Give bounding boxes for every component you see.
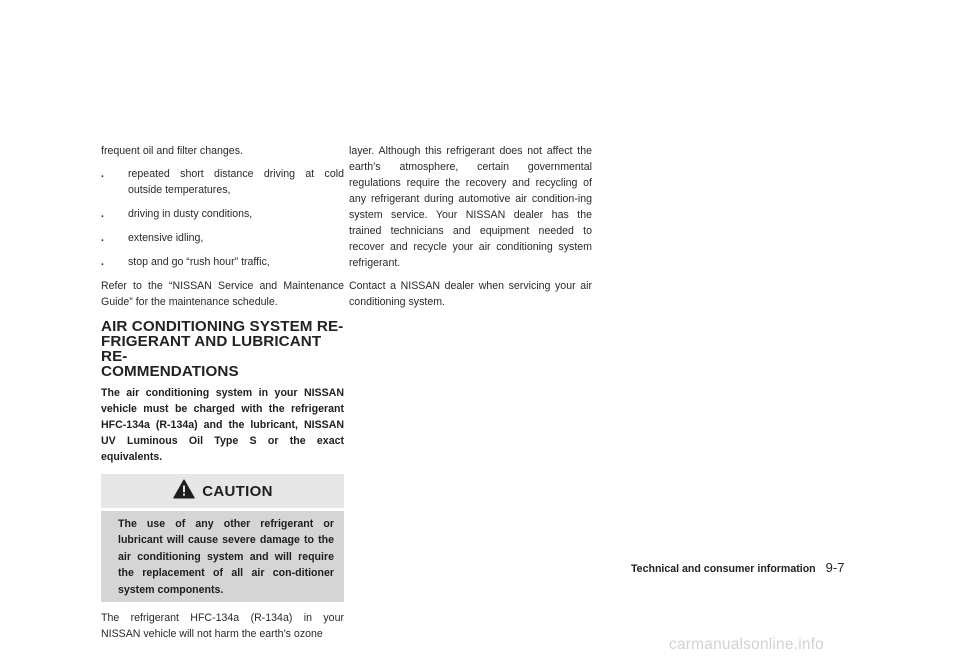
bullet-mark: .: [101, 168, 104, 180]
list-item: [101, 254, 344, 270]
list-item: [101, 230, 344, 246]
footer-section-title: Technical and consumer information: [631, 563, 816, 575]
section-title: [101, 319, 344, 379]
ozone-paragraph: layer. Although this refrigerant does not affect the earth’s atmosphere, certain governmental regulations require the recovery and recycling of any refrigerant during automotive air condition-ing system service. Your NISSAN dealer has the trained technicians and equipment needed to recover and recycle your air conditioning system refrigerant.: [349, 145, 592, 269]
refrigerant-requirement-text: The air conditioning system in your NISSAN vehicle must be charged with the refrigerant HFC-134a (R-134a) and the lubricant, NISSAN UV Luminous Oil Type S or the exact equivalents.: [101, 387, 344, 463]
contact-dealer-paragraph: Contact a NISSAN dealer when servicing your air conditioning system.: [349, 280, 592, 308]
caution-body: The use of any other refrigerant or lubricant will cause severe damage to the air conditioning system and will require the replacement of all air con-ditioner system components.: [101, 511, 344, 602]
intro-text: frequent oil and filter changes.: [101, 145, 243, 157]
section-title-line: AIR CONDITIONING SYSTEM RE-: [101, 318, 344, 335]
caution-box: [101, 474, 344, 602]
refer-text: Refer to the “NISSAN Service and Maintenance Guide” for the maintenance schedule.: [101, 280, 344, 308]
bullet-list: [101, 166, 344, 270]
list-item: [101, 206, 344, 222]
bullet-text: stop and go “rush hour” traffic,: [128, 256, 270, 268]
page-footer: [631, 560, 844, 575]
list-item: [101, 166, 344, 198]
bullet-mark: .: [101, 232, 104, 244]
watermark: carmanualsonline.info: [669, 636, 824, 653]
section-title-line: FRIGERANT AND LUBRICANT RE-: [101, 333, 322, 365]
page-number: 9-7: [825, 560, 845, 575]
right-column: [349, 143, 592, 317]
bullet-mark: .: [101, 256, 104, 268]
caution-header: [101, 474, 344, 508]
caution-title: CAUTION: [202, 482, 273, 500]
section-title-line: COMMENDATIONS: [101, 363, 239, 380]
warning-triangle-icon: [173, 479, 195, 499]
closing-text: The refrigerant HFC-134a (R-134a) in your NISSAN vehicle will not harm the earth’s ozone: [101, 612, 344, 641]
left-column: [101, 143, 344, 649]
bullet-text: driving in dusty conditions,: [128, 208, 253, 220]
bullet-text: repeated short distance driving at cold outside temperatures,: [128, 168, 344, 196]
bullet-text: extensive idling,: [128, 232, 204, 244]
bullet-mark: .: [101, 208, 104, 220]
